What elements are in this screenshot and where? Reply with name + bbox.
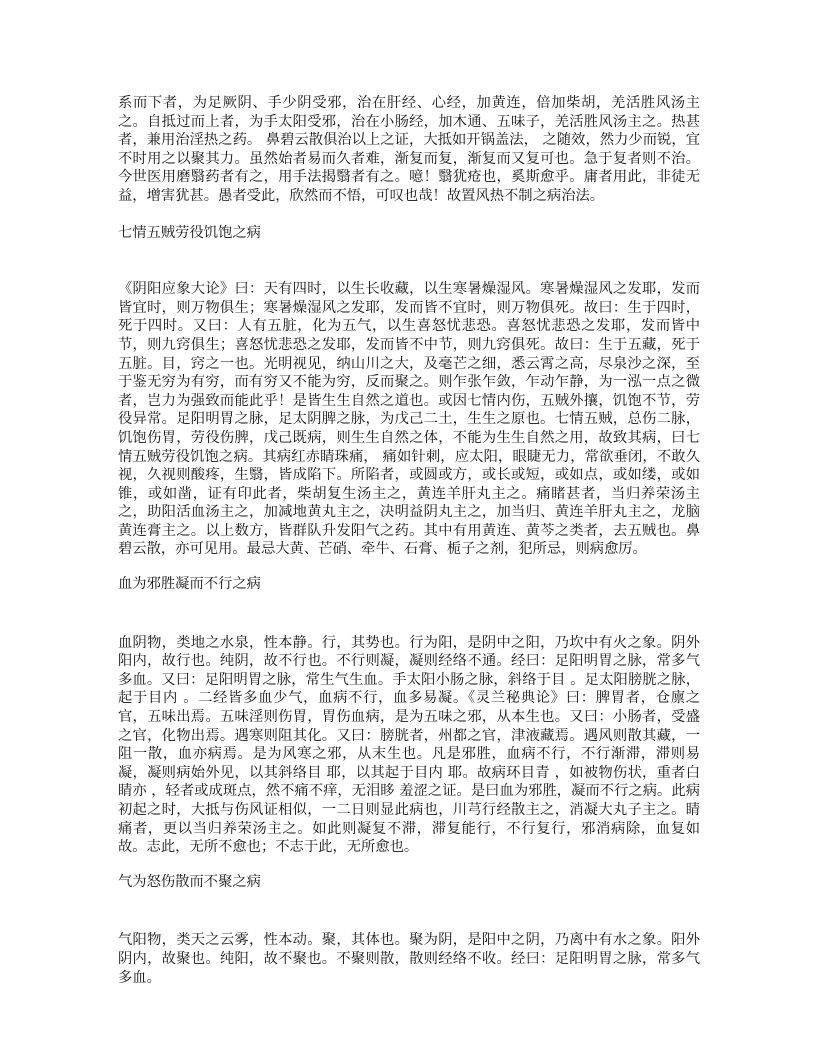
section-paragraph-qi-wei-nu-shang: 气阳物，类天之云雾，性本动。聚，其体也。聚为阴，是阳中之阴，乃离中有水之象。阳外阴内，故聚也。纯阳，故不聚也。不聚则散，散则经络不收。经曰：足阳明胃之脉，常多气多血。 xyxy=(118,932,700,986)
section-paragraph-qiqing-wuzei: 《阴阳应象大论》曰：天有四时，以生长收藏，以生寒暑燥湿风。寒暑燥湿风之发耶，发而皆宜时，则万物俱生；寒暑燥湿风之发耶，发而皆不宜时，则万物俱死。故曰：生于四时，死于四时。又曰：人有五脏，化为五气，以生喜怒忧悲恐。喜怒忧悲恐之发耶，发而皆中节，则九窍俱生；喜怒忧悲恐之发耶，发而皆不中节，则九窍俱死。故曰：生于五藏，死于五脏。目，窍之一也。光明视见，纳山川之大，及毫芒之细，悉云霄之高，尽泉沙之深，至于鉴无穷为有穷，而有穷又不能为穷，反而聚之。则乍张乍敛，乍动乍静，为一泓一点之微者，岂力为强致而能此乎！是皆生生自然之道也。或因七情内伤，五贼外攘，饥饱不节，劳役异常。足阳明胃之脉，足太阴脾之脉，为戊己二土，生生之原也。七情五贼，总伤二脉，饥饱伤胃，劳役伤脾，戊己既病，则生生自然之体，不能为生生自然之用，故致其病，曰七情五贼劳役饥饱之病。其病红赤睛珠痛， 痛如针刺，应太阳，眼睫无力，常欲垂闭，不敢久视，久视则酸疼，生翳，皆成陷下。所陷者，或圆或方，或长或短，或如点，或如缕，或如锥，或如凿，证有印此者，柴胡复生汤主之，黄连羊肝丸主之。痛睹甚者，当归养荣汤主之，助阳活血汤主之，加减地黄丸主之，决明益阴丸主之，加当归、黄连羊肝丸主之，龙脑黄连膏主之。以上数方，皆群队升发阳气之药。其中有用黄连、黄芩之类者，去五贼也。鼻碧云散，亦可见用。最忌大黄、芒硝、牵牛、石膏、栀子之剂，犯所忌，则病愈厉。 xyxy=(118,281,700,558)
section-heading-xue-wei-xie-sheng: 血为邪胜凝而不行之病 xyxy=(118,576,261,593)
section-paragraph-xue-wei-xie-sheng: 血阴物，类地之水泉，性本静。行，其势也。行为阳，是阴中之阳，乃坎中有火之象。阴外阳内，故行也。纯阴，故不行也。不行则凝，凝则经络不通。经曰：足阳明胃之脉，常多气多血。又曰：足阳明胃之脉，常生气生血。手太阳小肠之脉，斜络于目 。足太阳膀胱之脉，起于目内 。二经皆多血少气，血病不行，血多易凝。《灵兰秘典论》曰：脾胃者，仓廪之官，五味出焉。五味淫则伤胃，胃伤血病，是为五味之邪，从本生也。又曰：小肠者，受盛之官，化物出焉。遇寒则阻其化。又曰：膀胱者，州都之官，津液藏焉。遇风则散其藏，一阻一散，血亦病焉。是为风寒之邪，从末生也。凡是邪胜，血病不行，不行渐滞，滞则易凝，凝则病始外见，以其斜络目 耶，以其起于目内 耶。故病环目青 ，如被物伤状，重者白睛亦 ，轻者或成斑点，然不痛不痒，无泪眵 羞涩之证。是曰血为邪胜，凝而不行之病。此病初起之时，大抵与伤风证相似，一二日则显此病也，川芎行经散主之，消凝大丸子主之。睛痛者，更以当归养荣汤主之。如此则凝复不滞，滞复能行，不行复行，邪消病除，血复如故。志此，无所不愈也；不志于此，无所愈也。 xyxy=(118,634,700,856)
section-heading-qi-wei-nu-shang: 气为怒伤散而不聚之病 xyxy=(118,873,261,890)
section-heading-qiqing-wuzei: 七情五贼劳役饥饱之病 xyxy=(118,224,261,241)
intro-paragraph: 系而下者，为足厥阴、手少阴受邪，治在肝经、心经，加黄连，倍加柴胡，羌活胜风汤主之。自抵过而上者，为手太阳受邪，治在小肠经，加木通、五味子，羌活胜风汤主之。热甚者，兼用治淫热之药。 鼻碧云散俱治以上之证，大抵如开锅盖法， 之随效，然力少而锐，宜不时用之以聚其力。虽然始者易而久者难，渐复而复，渐复而又复可也。急于复者则不治。今世医用磨翳药者有之，用手法揭翳者有之。噫！翳犹疮也，奚斯愈乎。庸者用此，非徒无益，增害犹甚。愚者受此，欣然而不悟，可叹也哉！故置风热不制之病治法。 xyxy=(118,95,700,204)
document-page xyxy=(118,94,700,987)
